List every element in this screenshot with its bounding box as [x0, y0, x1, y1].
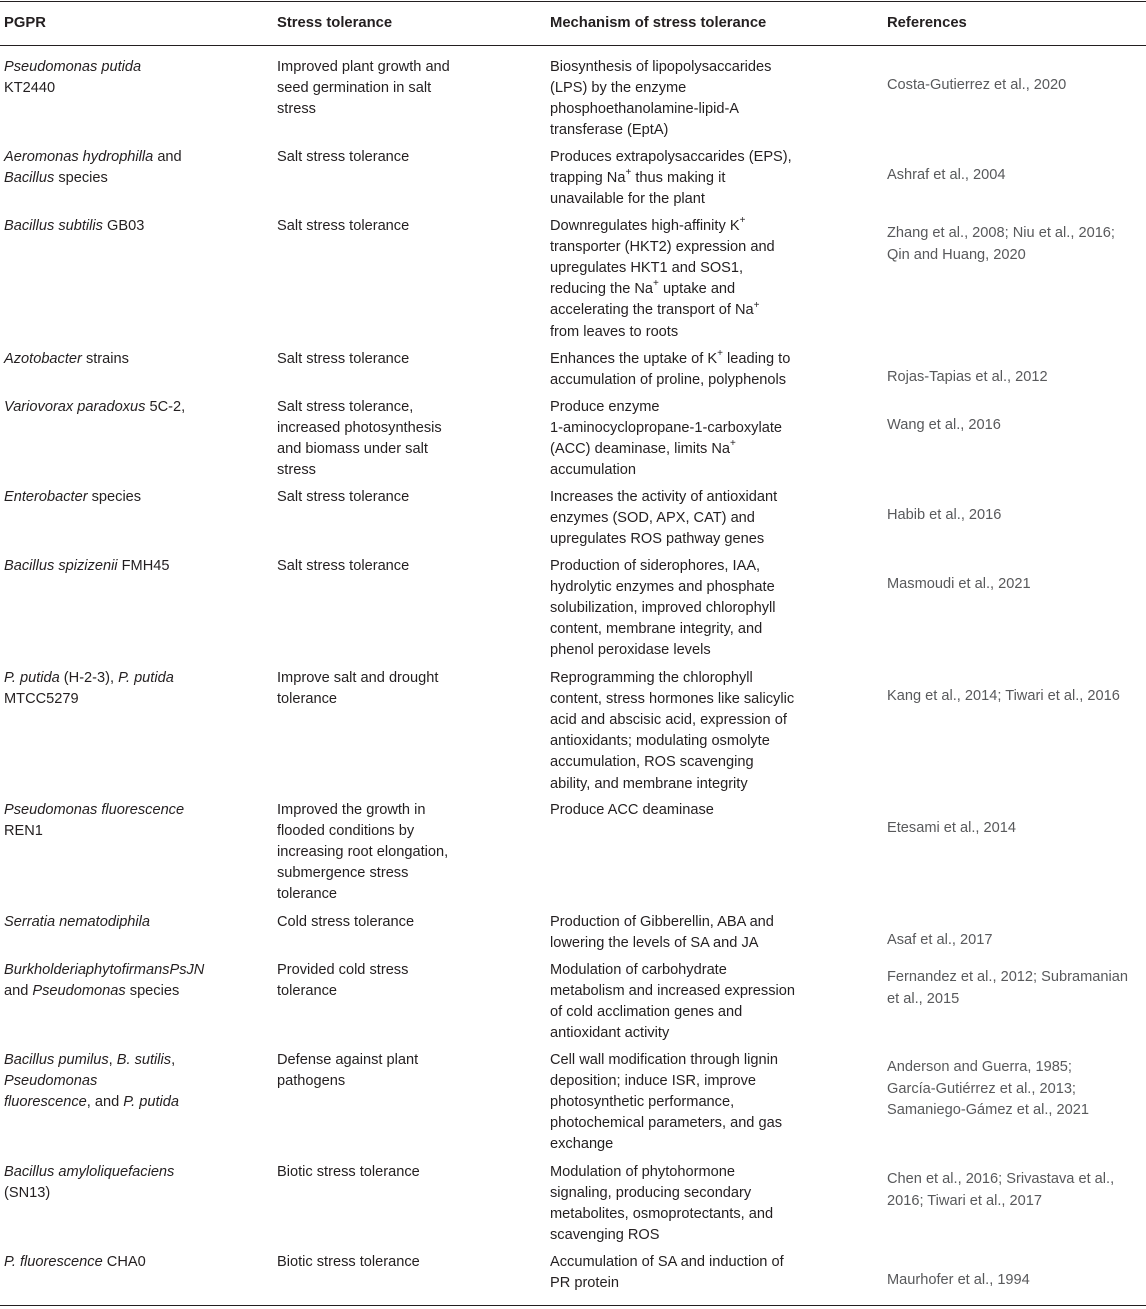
stress-tolerance-text: Salt stress tolerance — [277, 149, 410, 165]
mechanism-text: upregulates HKT1 and SOS1, — [550, 260, 744, 277]
stress-tolerance-text: stress — [277, 462, 316, 479]
stress-tolerance-text: tolerance — [277, 886, 338, 903]
stress-tolerance-text: seed germination in salt — [277, 80, 432, 97]
reference-text: Asaf et al., 2017 — [887, 932, 993, 948]
pgpr-name: Pseudomonas fluorescence — [4, 802, 185, 818]
stress-tolerance-text: increasing root elongation, — [277, 844, 449, 861]
stress-tolerance-text: Biotic stress tolerance — [277, 1164, 420, 1180]
mechanism-text: (ACC) deaminase, limits Na+ — [550, 438, 736, 458]
reference-text: Wang et al., 2016 — [887, 417, 1001, 433]
mechanism-text: Cell wall modification through lignin — [550, 1052, 778, 1068]
stress-tolerance-text: submergence stress — [277, 865, 409, 882]
pgpr-name: Enterobacter species — [4, 489, 142, 505]
mechanism-text: Production of Gibberellin, ABA and — [550, 914, 774, 930]
pgpr-name: Serratia nematodiphila — [4, 914, 151, 930]
pgpr-name: Variovorax paradoxus 5C-2, — [4, 399, 186, 415]
pgpr-name: (SN13) — [4, 1185, 51, 1202]
stress-tolerance-text: Salt stress tolerance — [277, 351, 410, 367]
mechanism-text: phenol peroxidase levels — [550, 642, 711, 659]
mechanism-text: Enhances the uptake of K+ leading to — [550, 348, 791, 367]
pgpr-name: Bacillus subtilis GB03 — [4, 218, 145, 234]
mechanism-text: upregulates ROS pathway genes — [550, 531, 765, 548]
stress-tolerance-text: stress — [277, 101, 316, 118]
stress-tolerance-text: pathogens — [277, 1073, 346, 1090]
mechanism-text: acid and abscisic acid, expression of — [550, 712, 787, 729]
stress-tolerance-text: Salt stress tolerance — [277, 489, 410, 505]
table-top-rule — [0, 1, 1146, 2]
stress-tolerance-text: Improved the growth in — [277, 802, 426, 818]
pgpr-name: Aeromonas hydrophilla and — [4, 149, 182, 165]
header-mechanism: Mechanism of stress tolerance — [550, 15, 767, 31]
mechanism-text: lowering the levels of SA and JA — [550, 935, 759, 952]
stress-tolerance-text: Improved plant growth and — [277, 59, 450, 75]
reference-text: Chen et al., 2016; Srivastava et al., — [887, 1171, 1115, 1188]
mechanism-text: trapping Na+ thus making it — [550, 167, 726, 187]
header-pgpr: PGPR — [4, 15, 46, 31]
mechanism-text: Reprogramming the chlorophyll — [550, 670, 753, 686]
stress-tolerance-text: Salt stress tolerance, — [277, 399, 414, 415]
pgpr-name: Pseudomonas putida — [4, 59, 142, 75]
header-stress-tolerance: Stress tolerance — [277, 15, 393, 31]
mechanism-text: Modulation of phytohormone — [550, 1164, 735, 1180]
reference-text: Zhang et al., 2008; Niu et al., 2016; — [887, 225, 1115, 242]
mechanism-text: accumulation — [550, 462, 636, 479]
stress-tolerance-text: Biotic stress tolerance — [277, 1254, 420, 1270]
stress-tolerance-text: Improve salt and drought — [277, 670, 439, 686]
mechanism-text: accelerating the transport of Na+ — [550, 299, 760, 319]
pgpr-name: BurkholderiaphytofirmansPsJN — [4, 962, 205, 978]
mechanism-text: content, membrane integrity, and — [550, 621, 763, 638]
reference-text: et al., 2015 — [887, 990, 960, 1007]
stress-tolerance-text: Cold stress tolerance — [277, 914, 415, 930]
pgpr-name: fluorescence, and P. putida — [4, 1094, 179, 1111]
pgpr-name: P. fluorescence CHA0 — [4, 1254, 146, 1270]
mechanism-text: Produces extrapolysaccarides (EPS), — [550, 149, 792, 165]
reference-text: García-Gutiérrez et al., 2013; — [887, 1080, 1076, 1097]
pgpr-name: and Pseudomonas species — [4, 983, 180, 1000]
pgpr-name: KT2440 — [4, 80, 56, 97]
reference-text: Samaniego-Gámez et al., 2021 — [887, 1101, 1089, 1118]
reference-text: Fernandez et al., 2012; Subramanian — [887, 969, 1128, 986]
mechanism-text: Accumulation of SA and induction of — [550, 1254, 784, 1270]
mechanism-text: reducing the Na+ uptake and — [550, 278, 736, 298]
stress-tolerance-text: flooded conditions by — [277, 823, 415, 840]
mechanism-text: metabolites, osmoprotectants, and — [550, 1206, 774, 1223]
pgpr-name: Bacillus pumilus, B. sutilis, — [4, 1052, 176, 1068]
header-rule — [0, 45, 1146, 46]
mechanism-text: Biosynthesis of lipopolysaccarides — [550, 59, 772, 75]
stress-tolerance-text: Provided cold stress — [277, 962, 409, 978]
reference-text: Qin and Huang, 2020 — [887, 246, 1026, 263]
mechanism-text: transporter (HKT2) expression and — [550, 239, 775, 256]
reference-text: Masmoudi et al., 2021 — [887, 576, 1031, 592]
mechanism-text: Downregulates high-affinity K+ — [550, 215, 746, 234]
pgpr-name: P. putida (H-2-3), P. putida — [4, 670, 174, 686]
mechanism-text: scavenging ROS — [550, 1227, 660, 1244]
mechanism-text: phosphoethanolamine-lipid-A — [550, 101, 740, 118]
stress-tolerance-text: tolerance — [277, 983, 338, 1000]
stress-tolerance-text: Salt stress tolerance — [277, 558, 410, 574]
mechanism-text: transferase (EptA) — [550, 122, 669, 139]
stress-tolerance-text: increased photosynthesis — [277, 420, 442, 437]
mechanism-text: Modulation of carbohydrate — [550, 962, 727, 978]
reference-text: Ashraf et al., 2004 — [887, 167, 1006, 183]
mechanism-text: Produce ACC deaminase — [550, 802, 714, 818]
mechanism-text: antioxidants; modulating osmolyte — [550, 733, 770, 750]
stress-tolerance-text: Salt stress tolerance — [277, 218, 410, 234]
mechanism-text: metabolism and increased expression — [550, 983, 795, 1000]
mechanism-text: antioxidant activity — [550, 1025, 670, 1042]
reference-text: Kang et al., 2014; Tiwari et al., 2016 — [887, 688, 1120, 704]
reference-text: 2016; Tiwari et al., 2017 — [887, 1192, 1042, 1209]
mechanism-text: accumulation of proline, polyphenols — [550, 372, 787, 389]
mechanism-text: Produce enzyme — [550, 399, 660, 415]
pgpr-name: Pseudomonas — [4, 1073, 98, 1090]
mechanism-text: accumulation, ROS scavenging — [550, 754, 754, 771]
mechanism-text: of cold acclimation genes and — [550, 1004, 743, 1021]
mechanism-text: photochemical parameters, and gas — [550, 1115, 783, 1132]
mechanism-text: ability, and membrane integrity — [550, 775, 748, 792]
mechanism-text: 1-aminocyclopropane-1-carboxylate — [550, 420, 782, 437]
pgpr-name: Bacillus species — [4, 170, 108, 187]
reference-text: Maurhofer et al., 1994 — [887, 1272, 1030, 1288]
mechanism-text: Production of siderophores, IAA, — [550, 558, 761, 574]
mechanism-text: from leaves to roots — [550, 323, 679, 340]
mechanism-text: deposition; induce ISR, improve — [550, 1073, 757, 1090]
mechanism-text: unavailable for the plant — [550, 191, 705, 208]
mechanism-text: photosynthetic performance, — [550, 1094, 735, 1111]
stress-tolerance-text: and biomass under salt — [277, 441, 428, 458]
reference-text: Anderson and Guerra, 1985; — [887, 1059, 1072, 1076]
table-bottom-rule — [0, 1305, 1146, 1306]
mechanism-text: enzymes (SOD, APX, CAT) and — [550, 510, 755, 527]
mechanism-text: hydrolytic enzymes and phosphate — [550, 579, 775, 596]
pgpr-name: REN1 — [4, 823, 43, 840]
reference-text: Rojas-Tapias et al., 2012 — [887, 369, 1048, 385]
stress-tolerance-text: tolerance — [277, 691, 338, 708]
pgpr-name: Bacillus spizizenii FMH45 — [4, 558, 170, 574]
header-references: References — [887, 15, 967, 31]
mechanism-text: signaling, producing secondary — [550, 1185, 752, 1202]
pgpr-name: Bacillus amyloliquefaciens — [4, 1164, 175, 1180]
mechanism-text: exchange — [550, 1136, 614, 1153]
reference-text: Habib et al., 2016 — [887, 507, 1002, 523]
mechanism-text: content, stress hormones like salicylic — [550, 691, 795, 708]
reference-text: Etesami et al., 2014 — [887, 820, 1016, 836]
mechanism-text: solubilization, improved chlorophyll — [550, 600, 776, 617]
mechanism-text: Increases the activity of antioxidant — [550, 489, 778, 505]
pgpr-name: MTCC5279 — [4, 691, 79, 708]
reference-text: Costa-Gutierrez et al., 2020 — [887, 77, 1067, 93]
stress-tolerance-text: Defense against plant — [277, 1052, 419, 1068]
mechanism-text: (LPS) by the enzyme — [550, 80, 687, 97]
pgpr-name: Azotobacter strains — [4, 351, 129, 367]
mechanism-text: PR protein — [550, 1275, 619, 1292]
